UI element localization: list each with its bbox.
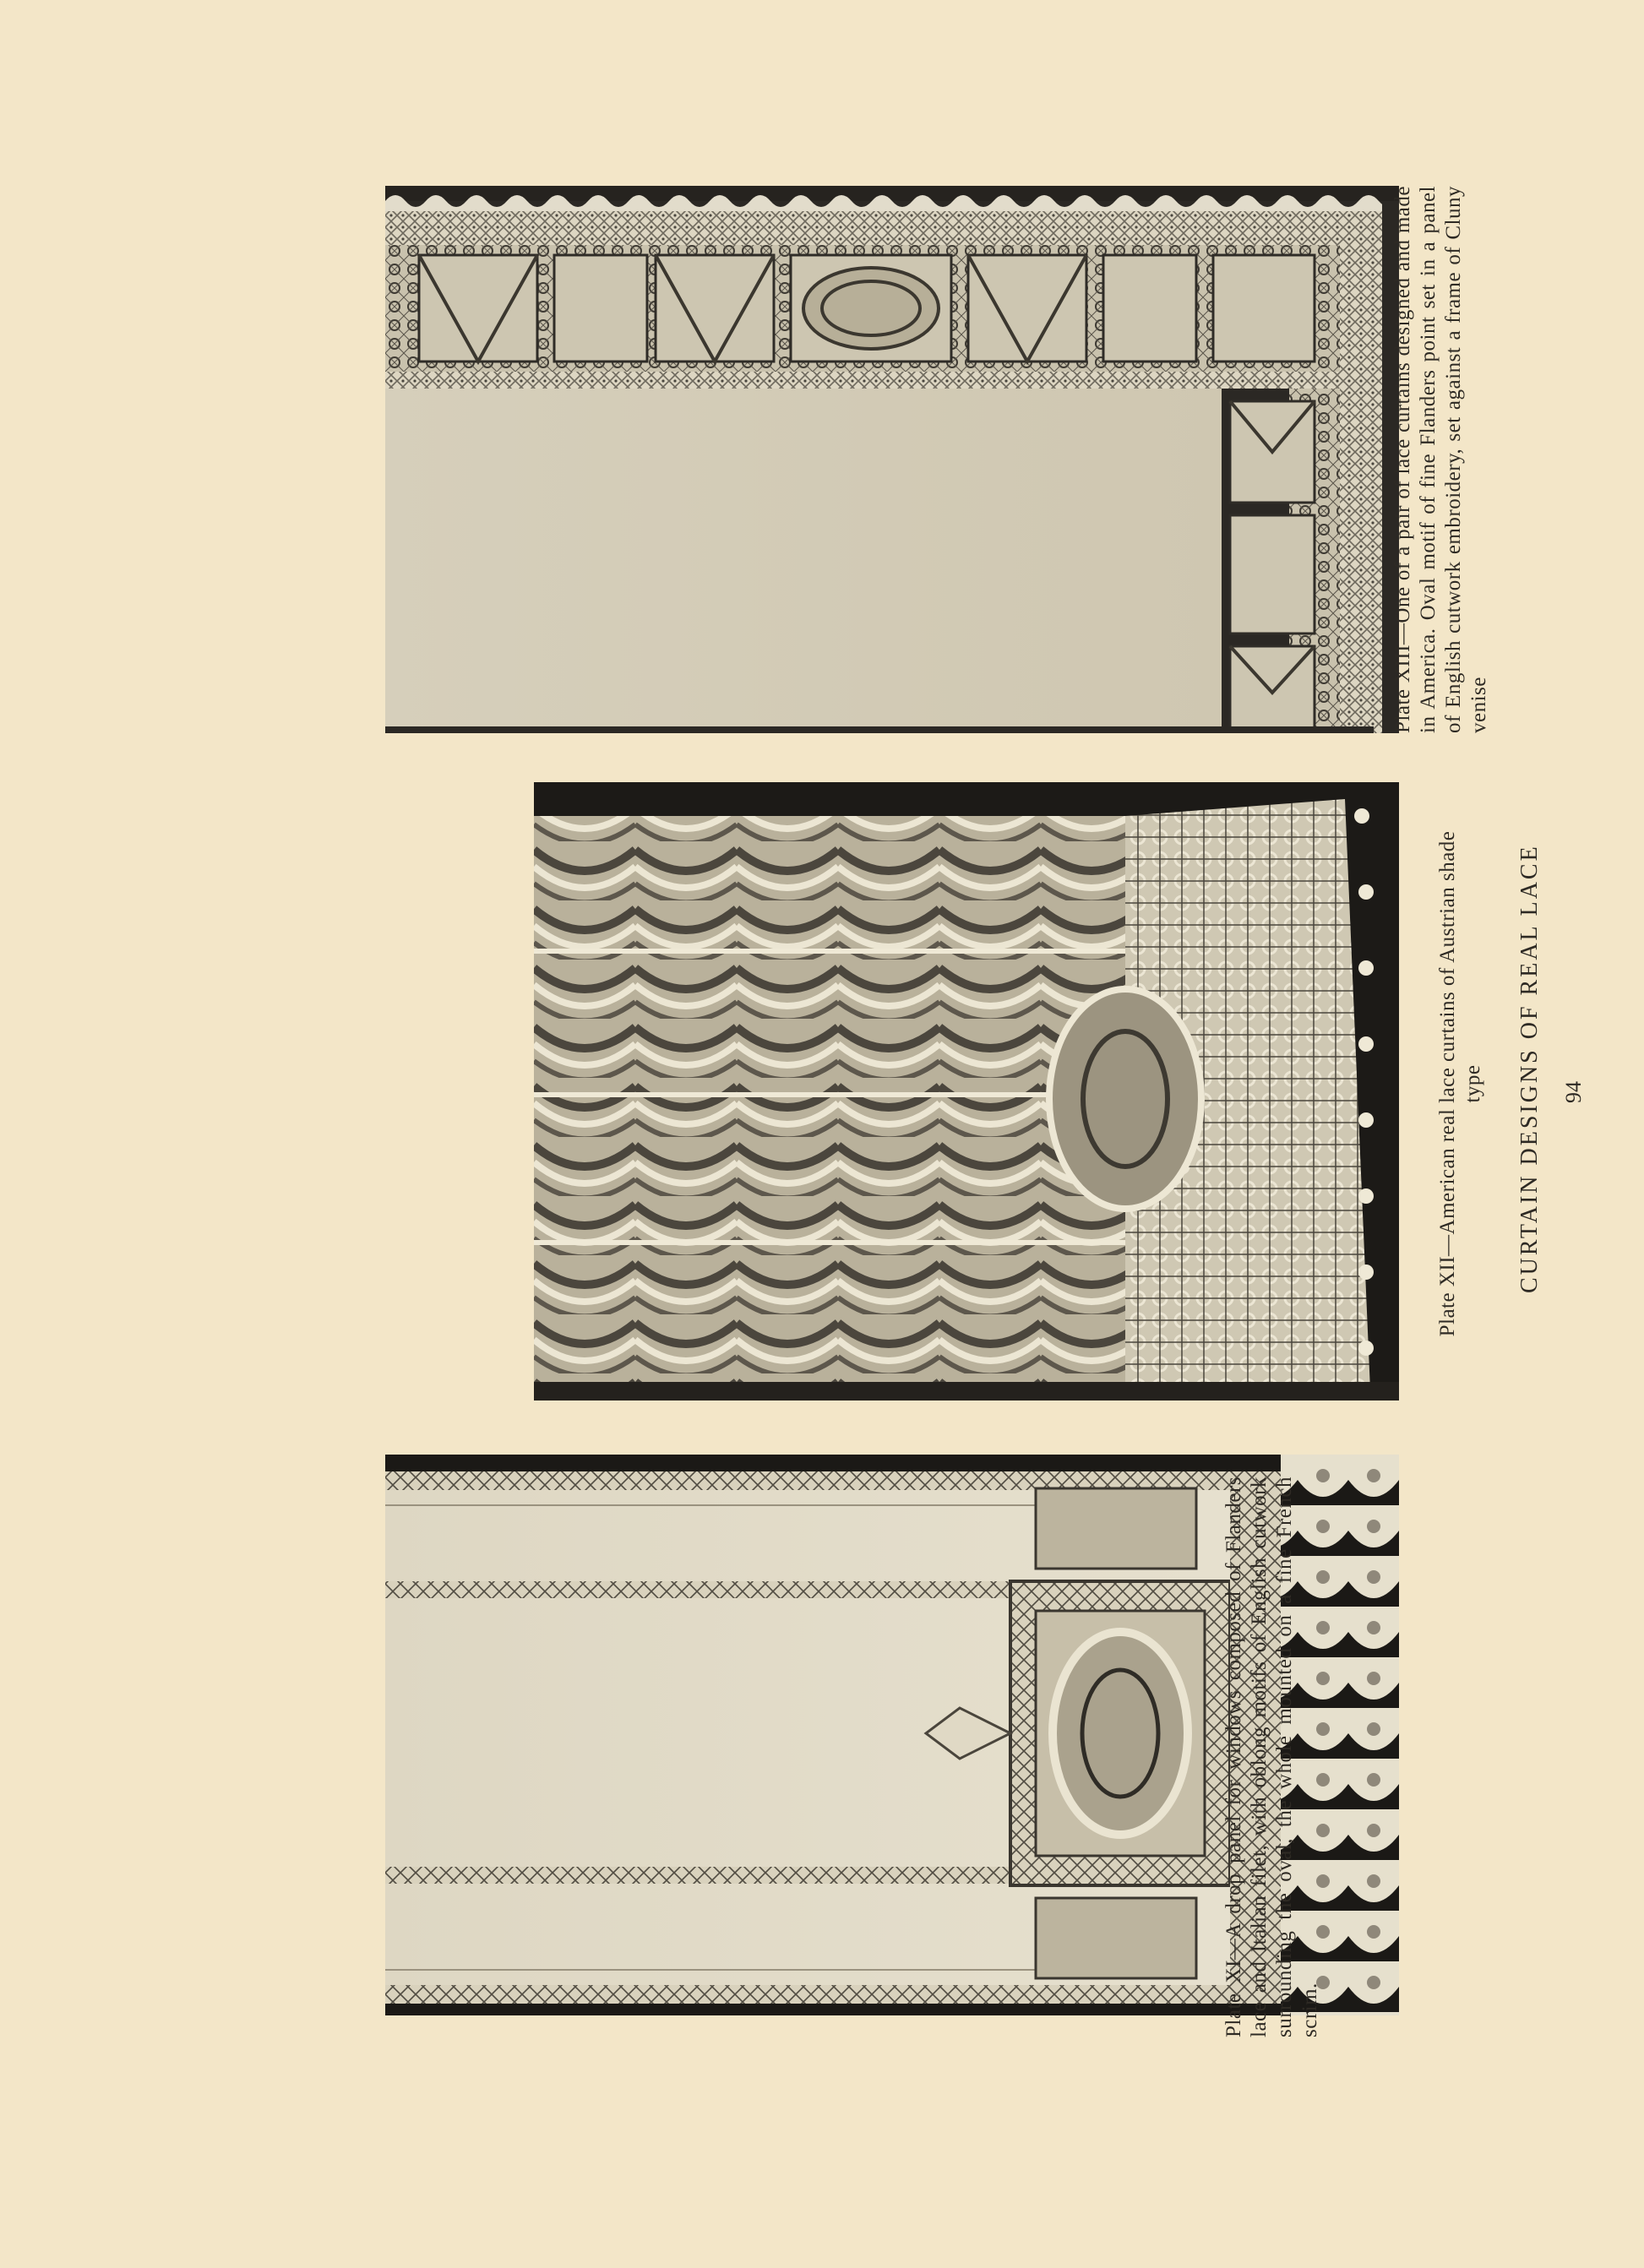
plate-xii-caption: Plate XII—American real lace curtains of Austrian shade type — [1436, 830, 1484, 1337]
running-title: CURTAIN DESIGNS OF REAL LACE — [1516, 844, 1543, 1293]
plate-xii-image — [534, 782, 1399, 1401]
plate-xiii-image — [385, 186, 1399, 733]
plate-xiii-caption: Plate XIII—One of a pair of lace curtains designed and made in America. Oval motif of fine Flanders point set in a panel of English cutwork embroidery, set against a frame of Cluny venise — [1391, 186, 1490, 733]
page-number: 94 — [1561, 1081, 1586, 1103]
plate-xi-caption: Plate XI—A drop panel for windows composed of Flanders lace and Italian filet, with oblong motifs of English cutwork surrounding the oval, the whole mounted on a fine French scrim. — [1222, 1477, 1321, 2037]
